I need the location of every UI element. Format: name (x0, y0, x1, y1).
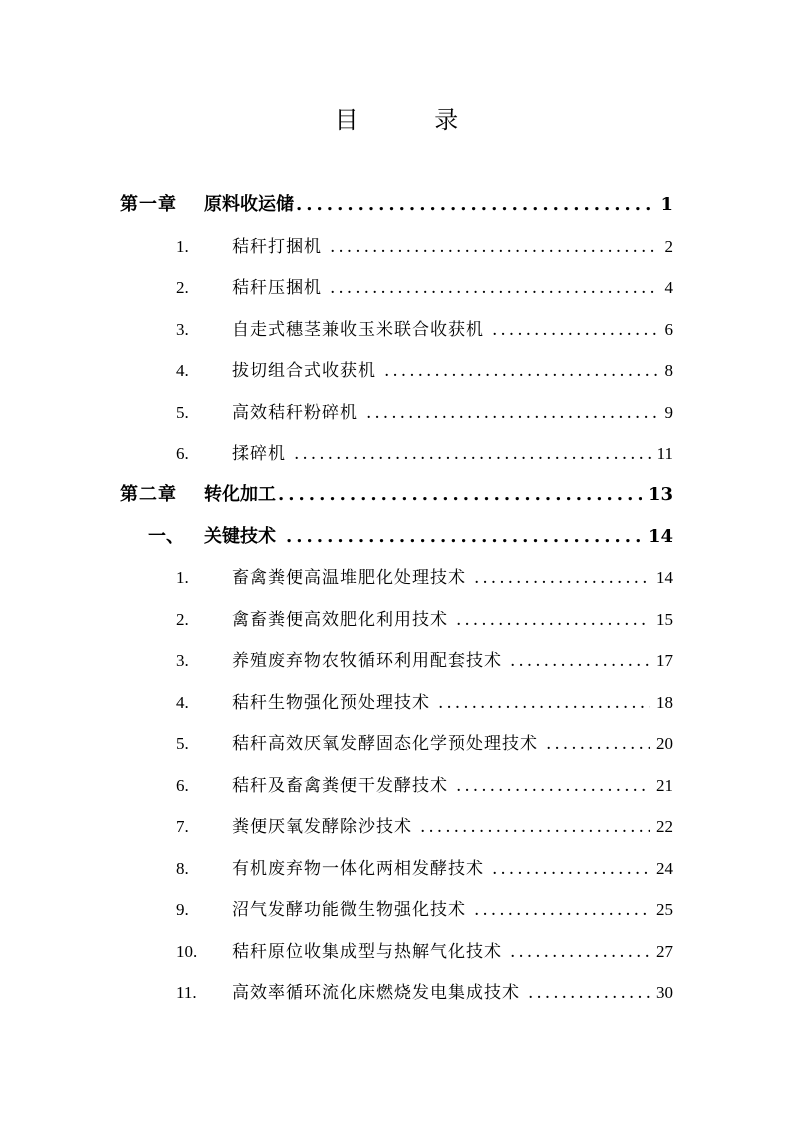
toc-page-number: 15 (656, 610, 673, 629)
toc-item[interactable] (176, 937, 673, 962)
dot-leader (286, 526, 642, 547)
toc-page-number: 2 (664, 237, 673, 256)
toc-number: 4. (176, 361, 189, 380)
toc-page-number: 18 (656, 693, 673, 712)
dot-leader (384, 361, 659, 381)
toc-item[interactable] (176, 439, 673, 464)
toc-page-number: 24 (656, 859, 673, 878)
toc-item[interactable] (176, 605, 673, 630)
toc-label: 高效秸秆粉碎机 (232, 403, 358, 423)
toc-number: 10. (176, 942, 198, 961)
dot-leader (420, 817, 650, 837)
toc-page-number: 11 (656, 444, 673, 463)
toc-page-number: 20 (656, 734, 673, 753)
toc-label: 高效率循环流化床燃烧发电集成技术 (232, 983, 520, 1003)
dot-leader (294, 444, 651, 464)
toc-number: 2. (176, 610, 189, 629)
toc-label: 秸秆打捆机 (232, 237, 322, 257)
toc-label: 畜禽粪便高温堆肥化处理技术 (232, 568, 466, 588)
toc-label: 沼气发酵功能微生物强化技术 (232, 900, 466, 920)
toc-number: 3. (176, 651, 189, 670)
toc-item[interactable] (176, 771, 673, 796)
toc-label: 秸秆及畜禽粪便干发酵技术 (232, 776, 448, 796)
toc-chapter[interactable] (120, 480, 673, 506)
toc-number: 8. (176, 859, 189, 878)
toc-label: 拔切组合式收获机 (232, 361, 376, 381)
toc-number: 第一章 (120, 194, 177, 215)
toc-label: 有机废弃物一体化两相发酵技术 (232, 859, 484, 879)
toc-number: 5. (176, 734, 189, 753)
dot-leader (456, 776, 650, 796)
toc-item[interactable] (176, 273, 673, 298)
dot-leader (474, 568, 650, 588)
toc-item[interactable] (176, 812, 673, 837)
toc-item[interactable] (176, 356, 673, 381)
toc-page-number: 6 (664, 320, 673, 339)
toc-label: 自走式穗茎兼收玉米联合收获机 (232, 320, 484, 340)
toc-page-number: 27 (656, 942, 673, 961)
toc-number: 6. (176, 776, 189, 795)
toc-number: 9. (176, 900, 189, 919)
toc-number: 2. (176, 278, 189, 297)
toc-label: 粪便厌氧发酵除沙技术 (232, 817, 412, 837)
toc-page-number: 30 (656, 983, 673, 1002)
dot-leader (278, 484, 642, 505)
toc-item[interactable] (176, 232, 673, 257)
toc-label: 秸秆压捆机 (232, 278, 322, 298)
dot-leader (296, 194, 654, 215)
toc-item[interactable] (176, 854, 673, 879)
toc-number: 一、 (148, 526, 184, 547)
toc-label: 揉碎机 (232, 444, 286, 464)
toc-number: 11. (176, 983, 197, 1002)
toc-page-number: 21 (656, 776, 673, 795)
dot-leader (528, 983, 650, 1003)
toc-item[interactable] (176, 688, 673, 713)
toc-label: 关键技术 (204, 526, 276, 547)
toc-label: 原料收运储 (204, 194, 294, 215)
toc-number: 3. (176, 320, 189, 339)
toc-item[interactable] (176, 978, 673, 1003)
toc-page-number: 4 (664, 278, 673, 297)
toc-label: 禽畜粪便高效肥化利用技术 (232, 610, 448, 630)
toc-number: 6. (176, 444, 189, 463)
toc-item[interactable] (176, 398, 673, 423)
dot-leader (366, 403, 659, 423)
toc-label: 秸秆原位收集成型与热解气化技术 (232, 942, 502, 962)
toc-page-number: 13 (647, 484, 673, 505)
toc-item[interactable] (176, 895, 673, 920)
dot-leader (330, 237, 659, 257)
dot-leader (438, 693, 650, 713)
toc-chapter[interactable] (120, 190, 673, 216)
toc-page-number: 9 (664, 403, 673, 422)
toc-page-number: 8 (664, 361, 673, 380)
dot-leader (510, 942, 650, 962)
toc-page-number: 22 (656, 817, 673, 836)
toc-label: 转化加工 (204, 484, 276, 505)
toc-number: 1. (176, 237, 189, 256)
toc-number: 1. (176, 568, 189, 587)
toc-number: 7. (176, 817, 189, 836)
toc-number: 第二章 (120, 484, 177, 505)
toc-item[interactable] (176, 729, 673, 754)
dot-leader (456, 610, 650, 630)
toc-item[interactable] (176, 315, 673, 340)
toc-item[interactable] (176, 646, 673, 671)
dot-leader (510, 651, 650, 671)
toc-page-number: 14 (656, 568, 673, 587)
toc-label: 养殖废弃物农牧循环利用配套技术 (232, 651, 502, 671)
dot-leader (492, 320, 659, 340)
dot-leader (492, 859, 650, 879)
toc-item[interactable] (176, 563, 673, 588)
toc-label: 秸秆生物强化预处理技术 (232, 693, 430, 713)
dot-leader (474, 900, 650, 920)
toc-title: 目 录 (334, 106, 493, 134)
dot-leader (330, 278, 659, 298)
toc-page-number: 17 (656, 651, 673, 670)
toc-page-number: 1 (660, 194, 673, 215)
toc-label: 秸秆高效厌氧发酵固态化学预处理技术 (232, 734, 538, 754)
toc-page-number: 25 (656, 900, 673, 919)
toc-section[interactable] (148, 522, 673, 548)
toc-number: 5. (176, 403, 189, 422)
dot-leader (546, 734, 650, 754)
toc-number: 4. (176, 693, 189, 712)
toc-page-number: 14 (647, 526, 673, 547)
